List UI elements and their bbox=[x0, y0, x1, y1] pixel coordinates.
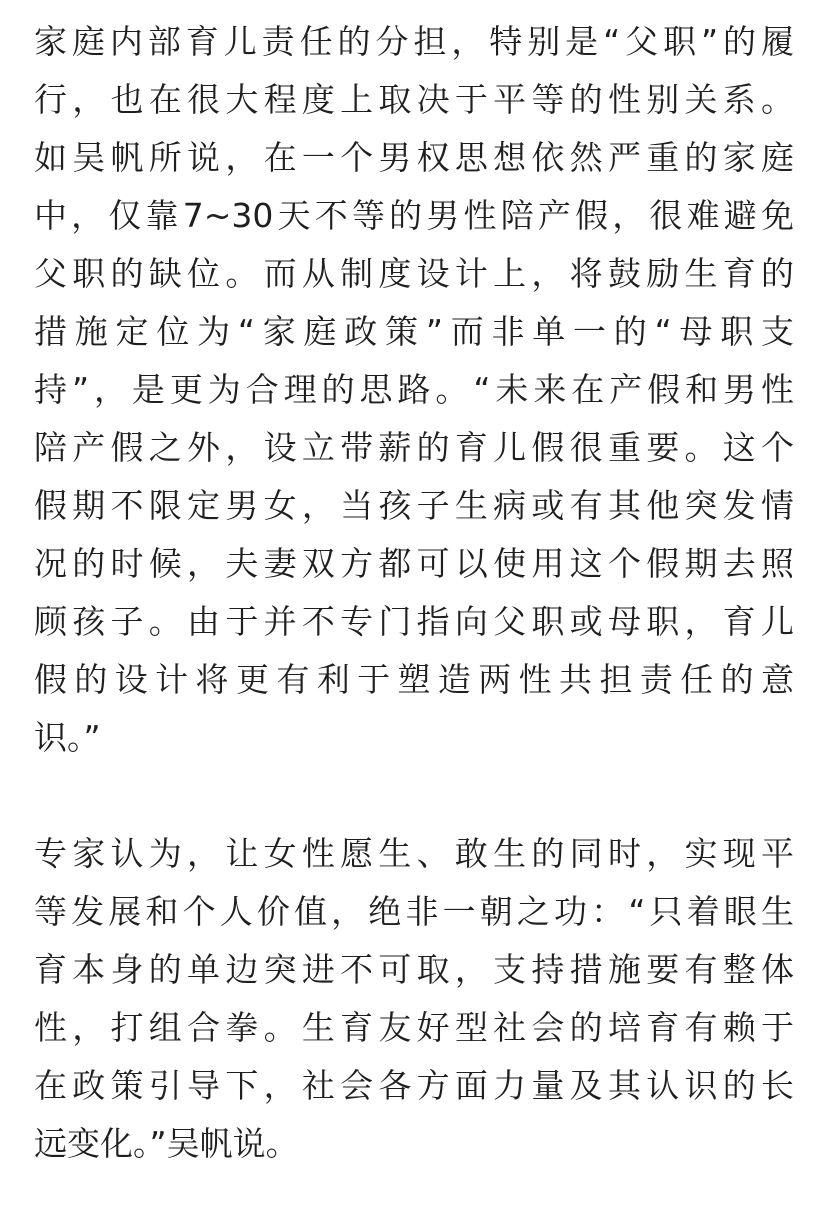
paragraph-line: 陪产假之外，设立带薪的育儿假很重要。这个 bbox=[34, 428, 794, 467]
paragraph-line: 等发展和个人价值，绝非一朝之功：“只着眼生 bbox=[34, 892, 794, 931]
paragraph-line: 假期不限定男女，当孩子生病或有其他突发情 bbox=[34, 486, 794, 525]
paragraph-line: 父职的缺位。而从制度设计上，将鼓励生育的 bbox=[34, 254, 794, 293]
paragraph-line: 远变化。”吴帆说。 bbox=[34, 1124, 299, 1163]
paragraph-line: 如吴帆所说，在一个男权思想依然严重的家庭 bbox=[34, 138, 794, 177]
paragraph-line: 顾孩子。由于并不专门指向父职或母职，育儿 bbox=[34, 602, 794, 641]
paragraph-line: 况的时候，夫妻双方都可以使用这个假期去照 bbox=[34, 544, 794, 583]
paragraph-line: 假的设计将更有利于塑造两性共担责任的意 bbox=[34, 660, 794, 699]
paragraph-line: 专家认为，让女性愿生、敢生的同时，实现平 bbox=[34, 834, 794, 873]
paragraph-line: 家庭内部育儿责任的分担，特别是“父职”的履 bbox=[34, 22, 794, 61]
paragraph-line: 在政策引导下，社会各方面力量及其认识的长 bbox=[34, 1066, 794, 1105]
paragraph-line: 行，也在很大程度上取决于平等的性别关系。 bbox=[34, 80, 794, 119]
paragraph-line: 识。” bbox=[34, 718, 101, 757]
paragraph-line: 中，仅靠7~30天不等的男性陪产假，很难避免 bbox=[34, 196, 794, 235]
paragraph-line: 持”，是更为合理的思路。“未来在产假和男性 bbox=[34, 370, 794, 409]
paragraph-line: 措施定位为“家庭政策”而非单一的“母职支 bbox=[34, 312, 794, 351]
paragraph-line: 育本身的单边突进不可取，支持措施要有整体 bbox=[34, 950, 794, 989]
paragraph-line: 性，打组合拳。生育友好型社会的培育有赖于 bbox=[34, 1008, 794, 1047]
